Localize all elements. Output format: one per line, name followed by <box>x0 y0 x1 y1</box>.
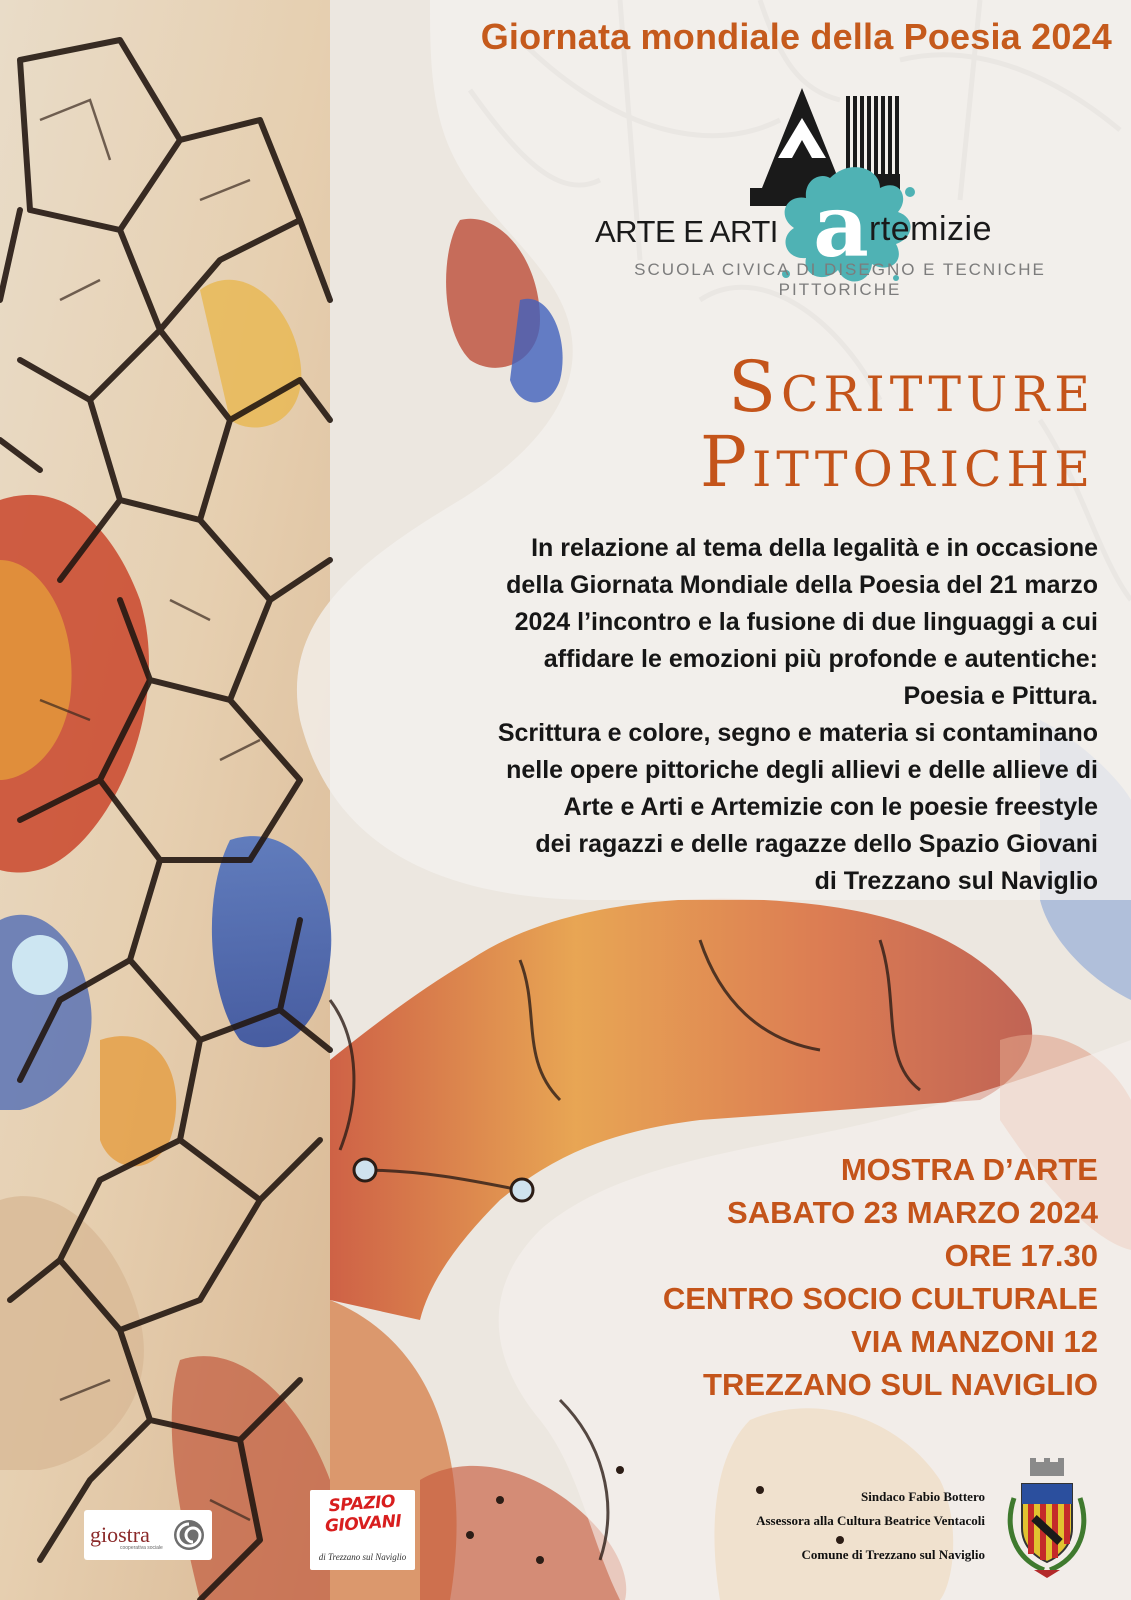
giostra-logo <box>84 1510 212 1560</box>
spazio-giovani-sub: di Trezzano sul Naviglio <box>318 1552 407 1562</box>
description-line: della Giornata Mondiale della Poesia del 21 marzo <box>506 571 1098 599</box>
event-title: Giornata mondiale della Poesia 2024 <box>480 16 1112 57</box>
municipality-credit: Comune di Trezzano sul Naviglio <box>801 1547 985 1562</box>
event-details <box>500 1148 1098 1406</box>
giostra-name: giostra <box>90 1522 150 1547</box>
event-date: SABATO 23 MARZO 2024 <box>727 1195 1098 1230</box>
svg-text:a: a <box>813 176 869 277</box>
spazio-giovani-logo <box>310 1490 415 1570</box>
main-title-line-1: Scritture <box>728 346 1095 428</box>
main-title <box>560 346 1095 503</box>
description-line: 2024 l’incontro e la fusione di due linguaggi a cui <box>514 608 1098 636</box>
description-line: In relazione al tema della legalità e in occasione <box>531 534 1098 562</box>
spiral-icon <box>172 1518 206 1552</box>
description-line: Scrittura e colore, segno e materia si contaminano <box>497 719 1098 747</box>
event-venue: CENTRO SOCIO CULTURALE <box>662 1281 1098 1316</box>
description-line: di Trezzano sul Naviglio <box>814 867 1098 895</box>
credits <box>650 1485 985 1567</box>
description-line: Poesia e Pittura. <box>903 682 1098 710</box>
event-description <box>270 530 1098 900</box>
logo-left-text: ARTE E ARTI <box>595 214 778 249</box>
main-title-line-2: Pittoriche <box>699 421 1095 503</box>
spazio-giovani-name <box>313 1491 413 1538</box>
giostra-tagline: cooperativa sociale <box>120 1545 163 1551</box>
description-line: affidare le emozioni più profonde e autentiche: <box>543 645 1098 673</box>
description-line: nelle opere pittoriche degli allievi e delle allieve di <box>506 756 1098 784</box>
mayor-credit: Sindaco Fabio Bottero <box>861 1489 985 1504</box>
event-time: ORE 17.30 <box>944 1238 1098 1273</box>
event-address: VIA MANZONI 12 <box>851 1324 1098 1359</box>
logo-right-text: rtemizie <box>869 210 993 248</box>
councillor-credit: Assessora alla Cultura Beatrice Ventacoli <box>756 1513 985 1528</box>
event-city: TREZZANO SUL NAVIGLIO <box>703 1367 1098 1402</box>
arte-e-arti-artemizie-logo <box>580 88 1100 328</box>
description-line: dei ragazzi e delle ragazze dello Spazio Giovani <box>535 830 1098 858</box>
logo-subtitle: SCUOLA CIVICA DI DISEGNO E TECNICHE PITTORICHE <box>634 260 1046 299</box>
spazio-name-line-2: GIOVANI <box>324 1511 402 1537</box>
spazio-name-line-1: SPAZIO <box>327 1491 396 1517</box>
description-line: Arte e Arti e Artemizie con le poesie freestyle <box>563 793 1098 821</box>
municipal-crest-icon <box>1004 1458 1090 1580</box>
event-type: MOSTRA D’ARTE <box>840 1152 1098 1187</box>
